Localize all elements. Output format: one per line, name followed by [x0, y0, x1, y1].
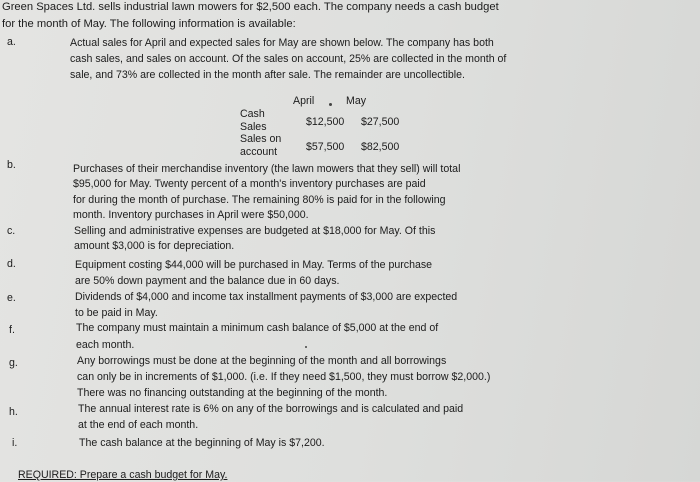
item-f-line-1: The company must maintain a minimum cash balance of $5,000 at the end of [76, 322, 439, 334]
item-d-line-1: Equipment costing $44,000 will be purchased in May. Terms of the purchase [75, 259, 433, 271]
cell-account-april: $57,500 [306, 141, 345, 153]
item-b-line-4: month. Inventory purchases in April were $50,000. [73, 209, 309, 221]
row-label-account-1: Sales on [240, 133, 282, 145]
stray-dot-2 [305, 346, 307, 348]
item-c-line-2: amount $3,000 is for depreciation. [74, 240, 235, 252]
item-c-line-1: Selling and administrative expenses are budgeted at $18,000 for May. Of this [74, 225, 436, 237]
item-g-line-1: Any borrowings must be done at the beginning of the month and all borrowings [77, 355, 447, 367]
item-label-b: b. [7, 159, 16, 171]
item-label-e: e. [7, 292, 16, 304]
item-label-i: i. [12, 437, 18, 449]
item-label-c: c. [7, 225, 16, 237]
intro-line-1: Green Spaces Ltd. sells industrial lawn mowers for $2,500 each. The company needs a cash budget [2, 1, 499, 13]
item-f-line-2: each month. [76, 339, 135, 351]
stray-dot [329, 103, 332, 106]
item-d-line-2: are 50% down payment and the balance due in 60 days. [75, 275, 340, 287]
required-instruction: REQUIRED: Prepare a cash budget for May. [18, 469, 228, 481]
row-label-account-2: account [240, 146, 278, 158]
item-g-line-3: There was no financing outstanding at the beginning of the month. [77, 387, 388, 399]
item-label-h: h. [9, 406, 18, 418]
item-b-line-1: Purchases of their merchandise inventory (the lawn mowers that they sell) will total [73, 163, 461, 175]
item-label-g: g. [9, 357, 18, 369]
item-i-line-1: The cash balance at the beginning of May is $7,200. [79, 437, 325, 449]
item-e-line-1: Dividends of $4,000 and income tax installment payments of $3,000 are expected [75, 291, 458, 303]
table-header-april: April [293, 95, 315, 107]
item-h-line-2: at the end of each month. [78, 419, 199, 431]
item-label-f: f. [9, 324, 15, 336]
item-a-line-2: cash sales, and sales on account. Of the sales on account, 25% are collected in the month of [70, 53, 507, 65]
cell-account-may: $82,500 [361, 141, 400, 153]
item-label-d: d. [7, 258, 16, 270]
row-label-cash-1: Cash [240, 108, 265, 120]
item-e-line-2: to be paid in May. [75, 307, 158, 319]
intro-line-2: for the month of May. The following information is available: [2, 18, 296, 30]
item-a-line-3: sale, and 73% are collected in the month after sale. The remainder are uncollectible. [70, 69, 465, 81]
item-b-line-2: $95,000 for May. Twenty percent of a month's inventory purchases are paid [73, 178, 426, 190]
item-a-line-1: Actual sales for April and expected sales for May are shown below. The company has both [70, 37, 494, 49]
item-b-line-3: for during the month of purchase. The remaining 80% is paid for in the following [73, 194, 446, 206]
table-header-may: May [346, 95, 367, 107]
item-g-line-2: can only be in increments of $1,000. (i.e. If they need $1,500, they must borrow $2,000.) [77, 371, 491, 383]
item-label-a: a. [7, 36, 16, 48]
cell-cash-april: $12,500 [306, 116, 345, 128]
item-h-line-1: The annual interest rate is 6% on any of the borrowings and is calculated and paid [78, 403, 464, 415]
row-label-cash-2: Sales [240, 121, 267, 133]
cell-cash-may: $27,500 [361, 116, 400, 128]
